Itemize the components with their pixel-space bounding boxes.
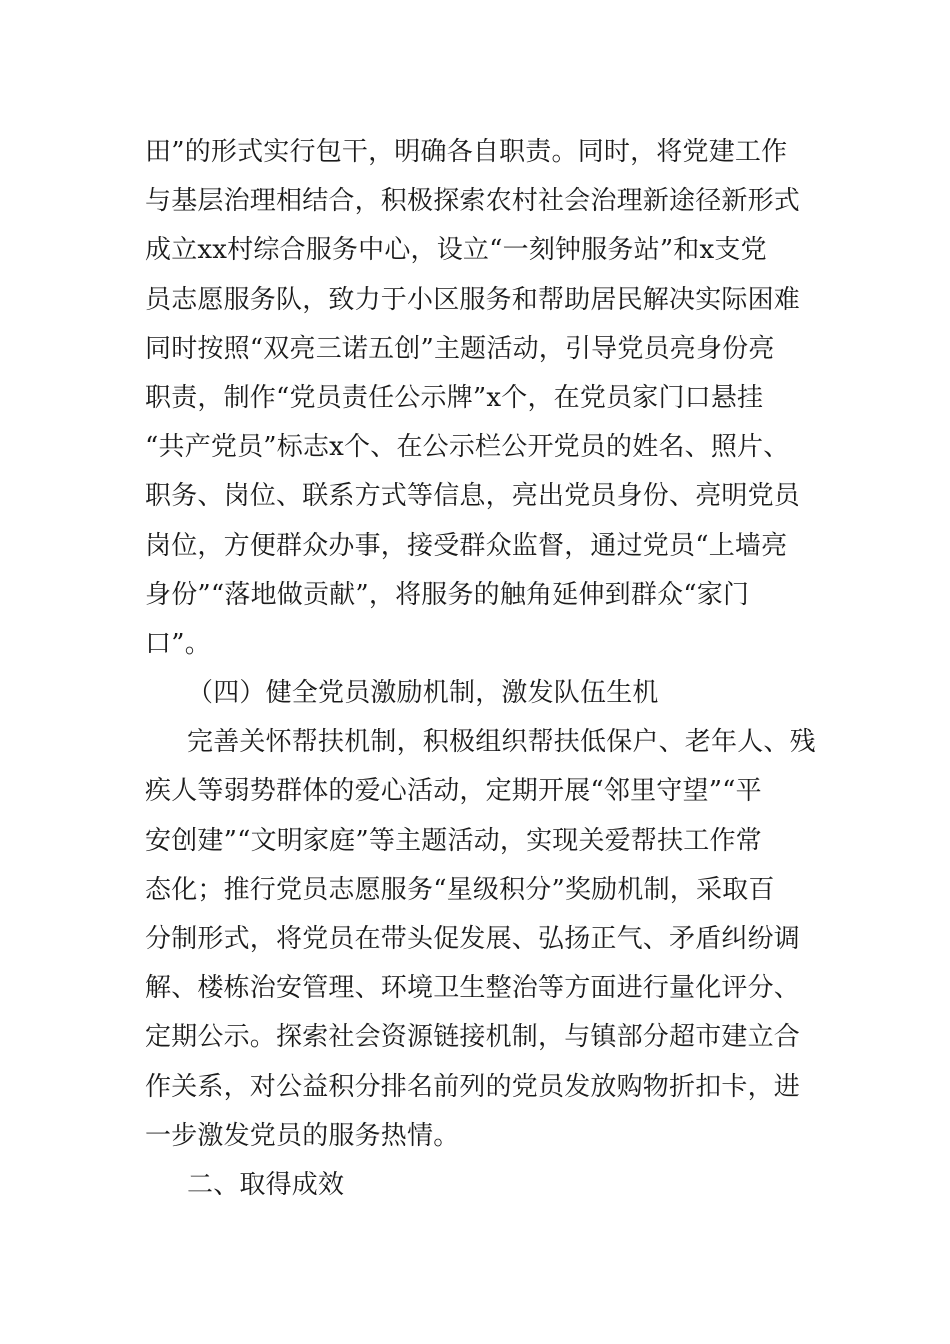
text-line: 身份”“落地做贡献”，将服务的触角延伸到群众“家门	[145, 579, 750, 610]
text-line: 定期公示。探索社会资源链接机制，与镇部分超市建立合	[145, 1022, 801, 1053]
text-line: 疾人等弱势群体的爱心活动，定期开展“邻里守望”“平	[145, 776, 762, 807]
text-line: 态化；推行党员志愿服务“星级积分”奖励机制，采取百	[145, 874, 775, 905]
text-line: 职责，制作“党员责任公示牌”x个，在党员家门口悬挂	[145, 382, 764, 413]
text-line: 口”。	[145, 628, 211, 659]
text-line: 完善关怀帮扶机制，积极组织帮扶低保户、老年人、残	[187, 727, 816, 758]
document-body	[145, 128, 825, 1210]
text-line: 田”的形式实行包干，明确各自职责。同时，将党建工作	[145, 137, 788, 167]
text-line: 一步激发党员的服务热情。	[145, 1120, 460, 1151]
text-line: 职务、岗位、联系方式等信息，亮出党员身份、亮明党员	[145, 481, 801, 512]
section-heading: 二、取得成效	[187, 1169, 345, 1200]
text-line: 与基层治理相结合，积极探索农村社会治理新途径新形式	[145, 186, 801, 217]
text-line: 同时按照“双亮三诺五创”主题活动，引导党员亮身份亮	[145, 333, 775, 364]
text-line: 员志愿服务队，致力于小区服务和帮助居民解决实际困难	[145, 284, 801, 315]
text-line: “共产党员”标志x个、在公示栏公开党员的姓名、照片、	[145, 432, 790, 463]
text-line: 成立xx村综合服务中心，设立“一刻钟服务站”和x支党	[145, 235, 767, 266]
text-line: 作关系，对公益积分排名前列的党员发放购物折扣卡，进	[145, 1071, 801, 1102]
text-line: 岗位，方便群众办事，接受群众监督，通过党员“上墙亮	[145, 530, 788, 561]
text-line: 安创建”“文明家庭”等主题活动，实现关爱帮扶工作常	[145, 825, 762, 856]
section-heading: （四）健全党员激励机制，激发队伍生机	[187, 678, 659, 709]
text-line: 解、楼栋治安管理、环境卫生整治等方面进行量化评分、	[145, 973, 801, 1004]
text-line: 分制形式，将党员在带头促发展、弘扬正气、矛盾纠纷调	[145, 924, 801, 954]
